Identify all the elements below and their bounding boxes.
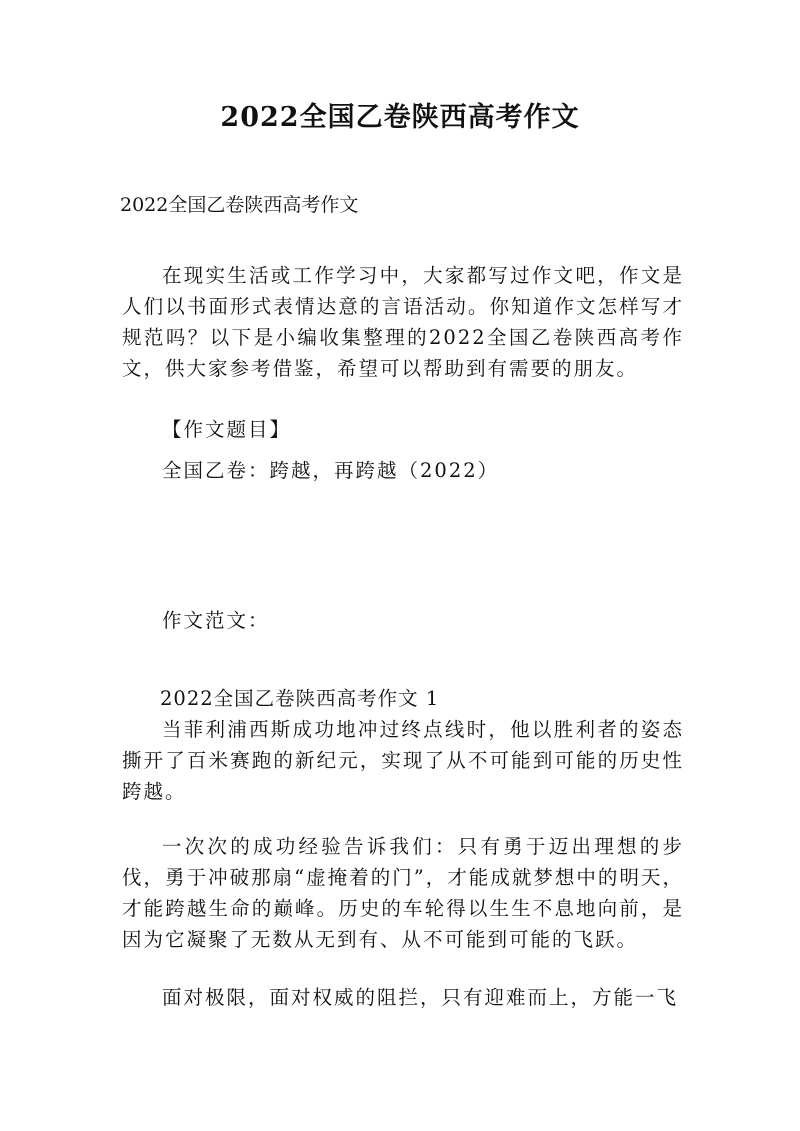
document-title: 2022全国乙卷陕西高考作文	[220, 102, 580, 133]
essay-paragraph: 面对极限，面对权威的阻拦，只有迎难而上，方能一飞	[162, 986, 679, 1009]
topic-text: 全国乙卷：跨越，再跨越（2022）	[162, 459, 500, 482]
essay-paragraph: 当菲利浦西斯成功地冲过终点线时，他以胜利者的姿态撕开了百米赛跑的新纪元，实现了从不可能到可能的历史性跨越。	[122, 718, 684, 803]
topic-heading: 【作文题目】	[162, 418, 292, 441]
essay-paragraph: 一次次的成功经验告诉我们：只有勇于迈出理想的步伐，勇于冲破那扇“虚掩着的门”，才能成就梦想中的明天，才能跨越生命的巅峰。历史的车轮得以生生不息地向前，是因为它凝聚了无数从无到有、从不可能到可能的飞跃。	[122, 835, 684, 951]
sample-label: 作文范文：	[162, 609, 270, 632]
essay-heading: 2022全国乙卷陕西高考作文 1	[160, 687, 440, 710]
document-subtitle: 2022全国乙卷陕西高考作文	[120, 194, 359, 216]
intro-paragraph: 在现实生活或工作学习中，大家都写过作文吧，作文是人们以书面形式表情达意的言语活动。你知道作文怎样写才规范吗？以下是小编收集整理的2022全国乙卷陕西高考作文，供大家参考借鉴，希望可以帮助到有需要的朋友。	[122, 264, 684, 380]
